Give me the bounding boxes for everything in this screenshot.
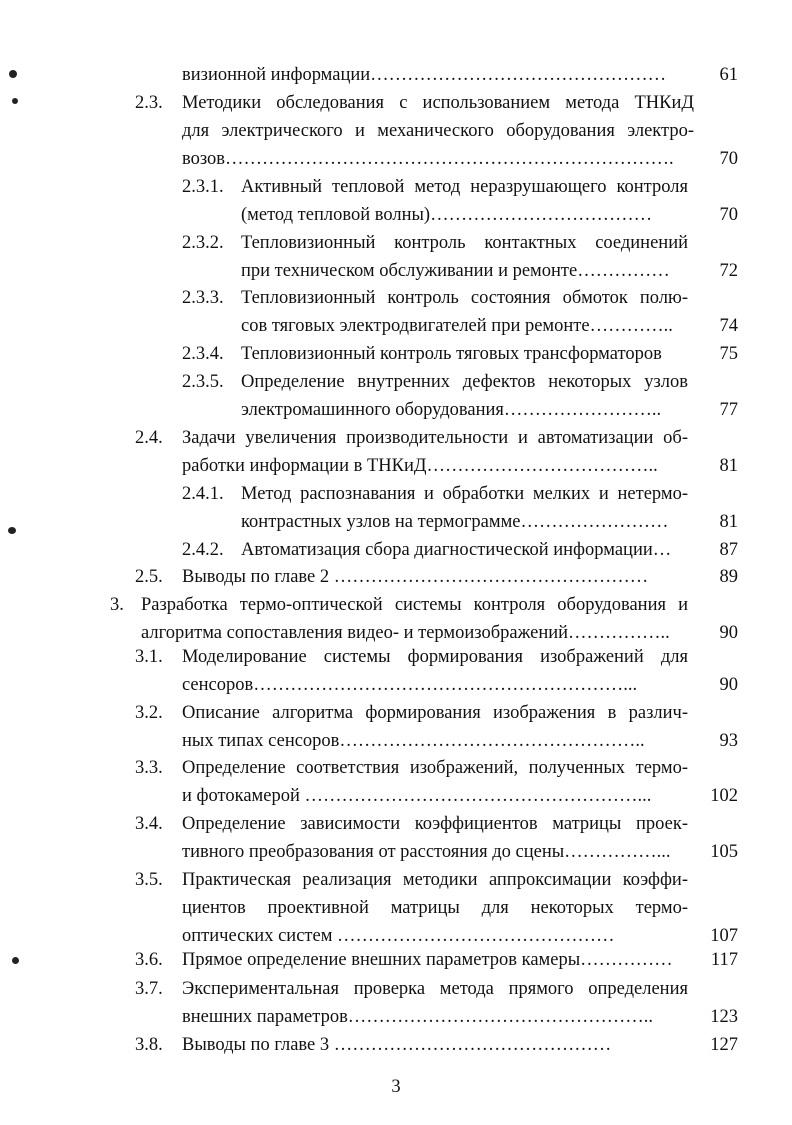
toc-entry-page: 61 — [719, 65, 738, 85]
scan-speck — [9, 70, 17, 78]
toc-entry-page: 102 — [710, 786, 738, 806]
toc-entry-number: 3.3. — [135, 758, 163, 778]
toc-entry-text: Выводы по главе 2 …………………………………………… — [182, 567, 649, 587]
toc-entry-number: 2.5. — [135, 567, 163, 587]
toc-entry-text: Автоматизация сбора диагностической информации… — [241, 540, 672, 560]
toc-entry-text: сов тяговых электродвигателей при ремонте………….. — [241, 316, 673, 336]
toc-entry-page: 70 — [719, 149, 738, 169]
toc-entry-page: 90 — [719, 623, 738, 643]
toc-entry-text: электромашинного оборудования…………………….. — [241, 400, 662, 420]
toc-entry-page: 70 — [719, 205, 738, 225]
toc-entry-number: 3.7. — [135, 979, 163, 999]
toc-entry-page: 74 — [719, 316, 738, 336]
scan-speck — [8, 527, 16, 534]
toc-entry-text: внешних параметров………………………………………….. — [182, 1007, 654, 1027]
toc-entry-text: циентов проективной матрицы для некоторых термо- — [182, 898, 688, 918]
toc-entry-text: Определение соответствия изображений, полученных термо- — [182, 758, 688, 778]
toc-entry-number: 2.3.1. — [182, 177, 224, 197]
toc-entry-page: 107 — [710, 926, 738, 946]
toc-entry-number: 2.3.3. — [182, 288, 224, 308]
toc-entry-text: контрастных узлов на термограмме…………………… — [241, 512, 669, 532]
scan-speck — [12, 98, 18, 104]
toc-entry-text: алгоритма сопоставления видео- и термоизображений…………….. — [141, 623, 670, 643]
toc-entry-number: 3.5. — [135, 870, 163, 890]
toc-entry-text: для электрического и механического оборудования электро- — [182, 121, 694, 141]
toc-entry-number: 2.4. — [135, 428, 163, 448]
toc-entry-page: 105 — [710, 842, 738, 862]
toc-entry-page: 90 — [719, 675, 738, 695]
toc-entry-number: 3.4. — [135, 814, 163, 834]
toc-entry-number: 3.6. — [135, 950, 163, 970]
scan-speck — [12, 957, 19, 964]
toc-entry-page: 81 — [719, 512, 738, 532]
toc-entry-text: Практическая реализация методики аппроксимации коэффи- — [182, 870, 688, 890]
toc-entry-text: Методики обследования с использованием метода ТНКиД — [182, 93, 694, 113]
toc-entry-text: Активный тепловой метод неразрушающего контроля — [241, 177, 688, 197]
toc-entry-number: 3.8. — [135, 1035, 163, 1055]
page-number: 3 — [391, 1077, 401, 1097]
toc-entry-text: Экспериментальная проверка метода прямого определения — [182, 979, 688, 999]
toc-entry-text: визионной информации………………………………………… — [182, 65, 667, 85]
toc-entry-number: 2.3. — [135, 93, 163, 113]
toc-entry-text: ных типах сенсоров………………………………………….. — [182, 731, 645, 751]
toc-entry-page: 72 — [719, 261, 738, 281]
toc-entry-number: 2.3.5. — [182, 372, 224, 392]
toc-entry-text: Метод распознавания и обработки мелких и нетермо- — [241, 484, 688, 504]
toc-entry-number: 3.2. — [135, 703, 163, 723]
toc-entry-text: оптических систем ……………………………………… — [182, 926, 615, 946]
toc-entry-number: 3. — [110, 595, 124, 615]
toc-entry-text: Прямое определение внешних параметров камеры…………… — [182, 950, 673, 970]
toc-entry-text: Задачи увеличения производительности и автоматизации об- — [182, 428, 688, 448]
toc-entry-text: Моделирование системы формирования изображений для — [182, 647, 688, 667]
toc-entry-page: 77 — [719, 400, 738, 420]
toc-entry-text: возов………………………………………………………………. — [182, 149, 674, 169]
toc-entry-text: (метод тепловой волны)……………………………… — [241, 205, 653, 225]
toc-entry-page: 93 — [719, 731, 738, 751]
toc-entry-page: 127 — [710, 1035, 738, 1055]
toc-entry-text: Тепловизионный контроль контактных соединений — [241, 233, 688, 253]
toc-entry-text: Определение внутренних дефектов некоторых узлов — [241, 372, 688, 392]
toc-entry-text: Тепловизионный контроль состояния обмоток полю- — [241, 288, 688, 308]
toc-entry-text: Описание алгоритма формирования изображения в различ- — [182, 703, 688, 723]
toc-entry-text: Тепловизионный контроль тяговых трансформаторов — [241, 344, 662, 364]
toc-entry-text: работки информации в ТНКиД……………………………….. — [182, 456, 658, 476]
toc-entry-page: 123 — [710, 1007, 738, 1027]
toc-entry-page: 117 — [710, 950, 738, 970]
toc-entry-number: 2.4.2. — [182, 540, 224, 560]
toc-entry-page: 89 — [719, 567, 738, 587]
toc-entry-number: 2.3.2. — [182, 233, 224, 253]
toc-entry-text: Определение зависимости коэффициентов матрицы проек- — [182, 814, 688, 834]
toc-entry-number: 2.4.1. — [182, 484, 224, 504]
toc-entry-text: и фотокамерой ………………………………………………... — [182, 786, 652, 806]
toc-entry-text: при техническом обслуживании и ремонте…………… — [241, 261, 670, 281]
toc-entry-text: тивного преобразования от расстояния до сцены……………... — [182, 842, 671, 862]
toc-entry-text: Выводы по главе 3 ……………………………………… — [182, 1035, 612, 1055]
toc-entry-page: 81 — [719, 456, 738, 476]
toc-entry-number: 2.3.4. — [182, 344, 224, 364]
toc-entry-text: сенсоров……………………………………………………... — [182, 675, 638, 695]
toc-entry-page: 75 — [719, 344, 738, 364]
toc-entry-text: Разработка термо-оптической системы контроля оборудования и — [141, 595, 688, 615]
toc-entry-page: 87 — [719, 540, 738, 560]
toc-entry-number: 3.1. — [135, 647, 163, 667]
